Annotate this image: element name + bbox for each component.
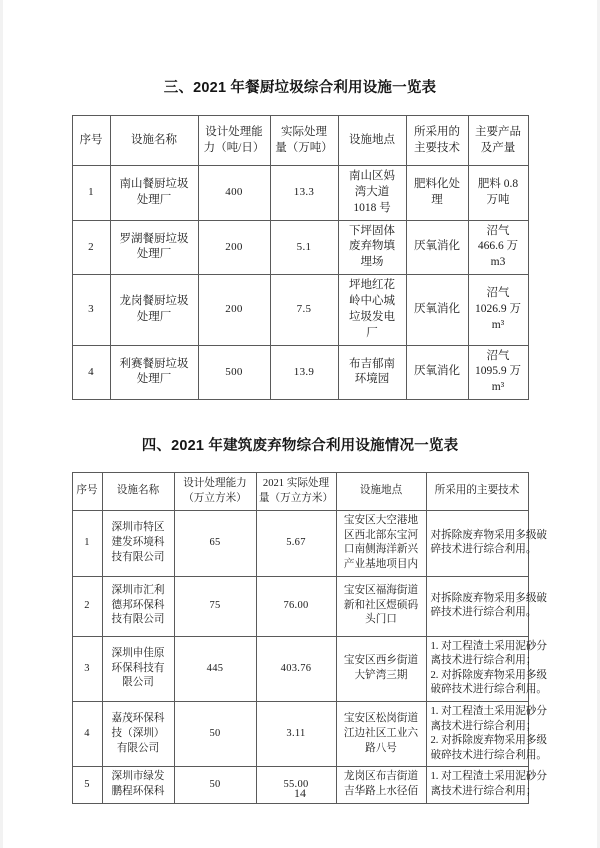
cell-technology: 1. 对工程渣土采用泥砂分 离技术进行综合利用； 2. 对拆除废弃物采用多级 破碎技术进行综合利用。 <box>426 636 528 701</box>
cell-technology: 1. 对工程渣土采用泥砂分 离技术进行综合利用； 2. 对拆除废弃物采用多级 破碎技术进行综合利用。 <box>426 702 528 767</box>
section-title-construction-waste: 四、2021 年建筑废弃物综合利用设施情况一览表 <box>141 438 459 455</box>
cell-index: 4 <box>72 345 110 400</box>
cell-location: 宝安区福海街道 新和社区煜硕码 头门口 <box>336 576 426 636</box>
cell-actual-amount: 76.00 <box>256 576 336 636</box>
cell-technology: 肥料化处 理 <box>406 166 468 221</box>
col-header-actual-amount: 2021 实际处理 量（万立方米） <box>256 473 336 511</box>
cell-design-capacity: 50 <box>174 767 256 803</box>
col-header-location: 设施地点 <box>336 473 426 511</box>
cell-design-capacity: 65 <box>174 511 256 576</box>
col-header-product-output: 主要产品 及产量 <box>468 116 528 166</box>
col-header-facility-name: 设施名称 <box>110 116 198 166</box>
table-row <box>72 702 528 767</box>
cell-actual-amount: 403.76 <box>256 636 336 701</box>
cell-actual-amount: 3.11 <box>256 702 336 767</box>
page-number: 14 <box>294 786 306 800</box>
cell-design-capacity: 200 <box>198 220 270 275</box>
cell-location: 龙岗区布吉街道 吉华路上水径佰 <box>336 767 426 803</box>
cell-location: 宝安区西乡街道 大铲湾三期 <box>336 636 426 701</box>
cell-location: 下坪固体 废弃物填 埋场 <box>338 220 406 275</box>
cell-index: 2 <box>72 576 102 636</box>
cell-index: 2 <box>72 220 110 275</box>
col-header-design-capacity: 设计处理能 力（吨/日） <box>198 116 270 166</box>
col-header-actual-amount: 实际处理 量（万吨） <box>270 116 338 166</box>
cell-index: 4 <box>72 702 102 767</box>
cell-product-output: 沼气 466.6 万 m3 <box>468 220 528 275</box>
table-header-row <box>72 473 528 511</box>
cell-facility-name: 深圳申佳原 环保科技有 限公司 <box>102 636 174 701</box>
cell-design-capacity: 200 <box>198 275 270 345</box>
cell-index: 5 <box>72 767 102 803</box>
cell-design-capacity: 75 <box>174 576 256 636</box>
cell-facility-name: 南山餐厨垃圾 处理厂 <box>110 166 198 221</box>
table-header-row <box>72 116 528 166</box>
cell-design-capacity: 400 <box>198 166 270 221</box>
cell-product-output: 沼气 1026.9 万 m³ <box>468 275 528 345</box>
cell-index: 3 <box>72 636 102 701</box>
table-row <box>72 220 528 275</box>
cell-facility-name: 罗湖餐厨垃圾 处理厂 <box>110 220 198 275</box>
page-content <box>50 0 550 804</box>
table-row <box>72 345 528 400</box>
page-edge-left <box>0 0 3 848</box>
cell-location: 南山区妈 湾大道 1018 号 <box>338 166 406 221</box>
table-row <box>72 511 528 576</box>
cell-product-output: 肥料 0.8 万吨 <box>468 166 528 221</box>
col-header-index: 序号 <box>72 473 102 511</box>
cell-facility-name: 深圳市特区 建发环境科 技有限公司 <box>102 511 174 576</box>
col-header-index: 序号 <box>72 116 110 166</box>
col-header-technology: 所采用的 主要技术 <box>406 116 468 166</box>
cell-actual-amount: 5.67 <box>256 511 336 576</box>
cell-design-capacity: 50 <box>174 702 256 767</box>
table-row <box>72 166 528 221</box>
cell-facility-name: 深圳市汇利 德邦环保科 技有限公司 <box>102 576 174 636</box>
cell-product-output: 沼气 1095.9 万 m³ <box>468 345 528 400</box>
cell-facility-name: 龙岗餐厨垃圾 处理厂 <box>110 275 198 345</box>
col-header-facility-name: 设施名称 <box>102 473 174 511</box>
cell-technology: 厌氧消化 <box>406 220 468 275</box>
food-waste-facilities-table <box>72 115 529 400</box>
cell-location: 布吉郁南 环境园 <box>338 345 406 400</box>
cell-technology: 1. 对工程渣土采用泥砂分 离技术进行综合利用； <box>426 767 528 803</box>
cell-facility-name: 深圳市绿发 鹏程环保科 <box>102 767 174 803</box>
cell-index: 1 <box>72 166 110 221</box>
cell-index: 1 <box>72 511 102 576</box>
cell-design-capacity: 445 <box>174 636 256 701</box>
table-row <box>72 636 528 701</box>
cell-location: 宝安区松岗街道 江边社区工业六 路八号 <box>336 702 426 767</box>
cell-location: 坪地红花 岭中心城 垃圾发电 厂 <box>338 275 406 345</box>
section-title-food-waste: 三、2021 年餐厨垃圾综合利用设施一览表 <box>163 80 437 96</box>
col-header-location: 设施地点 <box>338 116 406 166</box>
cell-index: 3 <box>72 275 110 345</box>
cell-technology: 对拆除废弃物采用多级破 碎技术进行综合利用。 <box>426 511 528 576</box>
table-row <box>72 576 528 636</box>
cell-design-capacity: 500 <box>198 345 270 400</box>
col-header-technology: 所采用的主要技术 <box>426 473 528 511</box>
cell-technology: 厌氧消化 <box>406 345 468 400</box>
cell-technology: 对拆除废弃物采用多级破 碎技术进行综合利用。 <box>426 576 528 636</box>
cell-actual-amount: 5.1 <box>270 220 338 275</box>
cell-location: 宝安区大空港地 区西北部东宝河 口南侧海洋新兴 产业基地项目内 <box>336 511 426 576</box>
table-row <box>72 275 528 345</box>
cell-actual-amount: 13.3 <box>270 166 338 221</box>
cell-facility-name: 嘉茂环保科 技（深圳） 有限公司 <box>102 702 174 767</box>
col-header-design-capacity: 设计处理能力 （万立方米） <box>174 473 256 511</box>
cell-actual-amount: 55.00 <box>256 767 336 803</box>
cell-actual-amount: 13.9 <box>270 345 338 400</box>
cell-facility-name: 利赛餐厨垃圾 处理厂 <box>110 345 198 400</box>
cell-technology: 厌氧消化 <box>406 275 468 345</box>
construction-waste-facilities-table <box>72 472 548 804</box>
cell-actual-amount: 7.5 <box>270 275 338 345</box>
